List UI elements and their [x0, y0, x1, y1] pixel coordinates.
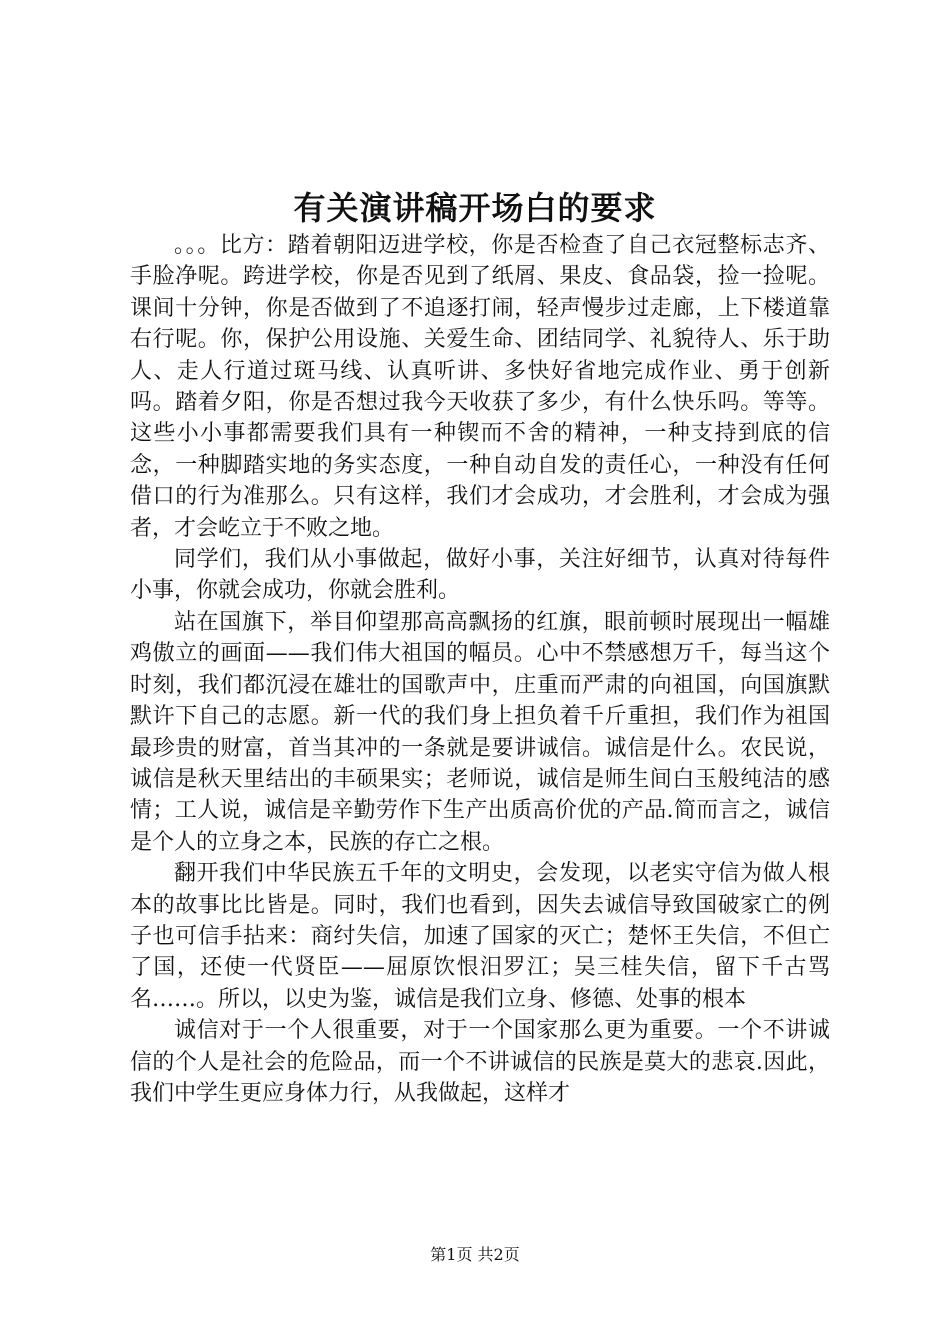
- page-number: 第1页 共2页: [430, 1245, 520, 1264]
- paragraph: 同学们，我们从小事做起，做好小事，关注好细节，认真对待每件小事，你就会成功，你就会胜利。: [130, 547, 830, 604]
- paragraph: 诚信对于一个人很重要，对于一个国家那么更为重要。一个不讲诚信的个人是社会的危险品，而一个不讲诚信的民族是莫大的悲哀.因此，我们中学生更应身体力行，从我做起，这样才: [130, 1018, 830, 1106]
- paragraph: 。。。比方：踏着朝阳迈进学校，你是否检查了自己衣冠整标志齐、手脸净呢。跨进学校，你是否见到了纸屑、果皮、食品袋，捡一捡呢。课间十分钟，你是否做到了不追逐打闹，轻声慢步过走廊，上下楼道靠右行呢。你，保护公用设施、关爱生命、团结同学、礼貌待人、乐于助人、走人行道过斑马线、认真听讲、多快好省地完成作业、勇于创新吗。踏着夕阳，你是否想过我今天收获了多少，有什么快乐吗。等等。这些小小事都需要我们具有一种锲而不舍的精神，一种支持到底的信念，一种脚踏实地的务实态度，一种自动自发的责任心，一种没有任何借口的行为准那么。只有这样，我们才会成功，才会胜利，才会成为强者，才会屹立于不败之地。: [130, 233, 830, 541]
- page-title: 有关演讲稿开场白的要求: [293, 189, 657, 227]
- paragraph: 翻开我们中华民族五千年的文明史，会发现，以老实守信为做人根本的故事比比皆是。同时，我们也看到，因失去诚信导致国破家亡的例子也可信手拈来：商纣失信，加速了国家的灭亡；楚怀王失信，不但亡了国，还使一代贤臣——屈原饮恨汨罗江；吴三桂失信，留下千古骂名……。所以，以史为鉴，诚信是我们立身、修德、处事的根本: [130, 861, 830, 1012]
- paragraph: 站在国旗下，举目仰望那高高飘扬的红旗，眼前顿时展现出一幅雄鸡傲立的画面——我们伟大祖国的幅员。心中不禁感想万千，每当这个时刻，我们都沉浸在雄壮的国歌声中，庄重而严肃的向祖国，向国旗默默许下自己的志愿。新一代的我们身上担负着千斤重担，我们作为祖国最珍贵的财富，首当其冲的一条就是要讲诚信。诚信是什么。农民说，诚信是秋天里结出的丰硕果实；老师说，诚信是师生间白玉般纯洁的感情；工人说，诚信是辛勤劳作下生产出质高价优的产品.简而言之，诚信是个人的立身之本，民族的存亡之根。: [130, 609, 830, 855]
- document-body: [130, 230, 830, 1109]
